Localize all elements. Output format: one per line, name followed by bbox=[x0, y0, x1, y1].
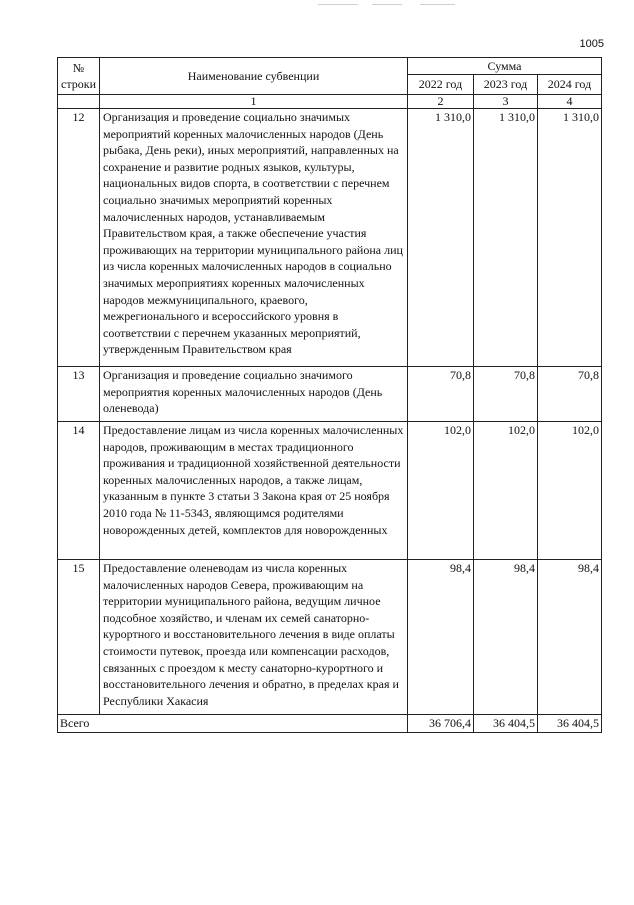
table-row bbox=[58, 109, 602, 367]
row-number: 15 bbox=[58, 560, 100, 715]
value-2023: 1 310,0 bbox=[474, 109, 538, 367]
scan-artifact-line bbox=[372, 4, 402, 5]
table-row bbox=[58, 367, 602, 422]
row-number: 14 bbox=[58, 422, 100, 560]
header-row-top bbox=[58, 58, 602, 75]
subvention-table bbox=[57, 57, 602, 733]
table-row bbox=[58, 560, 602, 715]
column-index: 3 bbox=[474, 95, 538, 109]
total-label: Всего bbox=[58, 715, 408, 733]
subvention-name: Организация и проведение социально значимого мероприятия коренных малочисленных народов (День оленевода) bbox=[100, 367, 408, 422]
column-index-row bbox=[58, 95, 602, 109]
table-row bbox=[58, 422, 602, 560]
total-row bbox=[58, 715, 602, 733]
header-row-number-line1: № bbox=[72, 61, 85, 75]
total-2024: 36 404,5 bbox=[538, 715, 602, 733]
header-year-2024: 2024 год bbox=[538, 75, 602, 95]
column-index: 2 bbox=[408, 95, 474, 109]
total-2022: 36 706,4 bbox=[408, 715, 474, 733]
header-year-2023: 2023 год bbox=[474, 75, 538, 95]
total-2023: 36 404,5 bbox=[474, 715, 538, 733]
value-2022: 70,8 bbox=[408, 367, 474, 422]
header-subvention-name: Наименование субвенции bbox=[100, 58, 408, 95]
column-index-blank bbox=[58, 95, 100, 109]
header-row-number bbox=[58, 58, 100, 95]
header-year-2022: 2022 год bbox=[408, 75, 474, 95]
subvention-name: Организация и проведение социально значимых мероприятий коренных малочисленных народов (День рыбака, День реки), иных мероприятий, направленных на сохранение и развитие родных языков, культуры, национальных видов спорта, в соответствии с перечнем социально значимых мероприятий коренных малочисленных народов, устанавливаемым Правительством края, а также обеспечение участия проживающих на территории муниципального района лиц из числа коренных малочисленных народов в социально значимых мероприятиях коренных малочисленных народов межмуниципального, краевого, межрегионального и всероссийского уровня в соответствии с перечнем указанных мероприятий, утвержденным Правительством края bbox=[100, 109, 408, 367]
row-number: 12 bbox=[58, 109, 100, 367]
row-number: 13 bbox=[58, 367, 100, 422]
header-sum: Сумма bbox=[408, 58, 602, 75]
value-2023: 98,4 bbox=[474, 560, 538, 715]
value-2024: 102,0 bbox=[538, 422, 602, 560]
value-2022: 102,0 bbox=[408, 422, 474, 560]
column-index: 1 bbox=[100, 95, 408, 109]
value-2023: 102,0 bbox=[474, 422, 538, 560]
subvention-name: Предоставление оленеводам из числа коренных малочисленных народов Севера, проживающим на территории муниципального района, ведущим личное подсобное хозяйство, и членам их семей санаторно-курортного и восстановительного лечения в виде оплаты стоимости путевок, проезда или компенсации расходов, связанных с проездом к месту санаторно-курортного и восстановительного лечения и обратно, в пределах края и Республики Хакасия bbox=[100, 560, 408, 715]
value-2022: 1 310,0 bbox=[408, 109, 474, 367]
subvention-name: Предоставление лицам из числа коренных малочисленных народов, проживающим в местах традиционного проживания и традиционной хозяйственной деятельности коренных малочисленных народов, а также лицам, указанным в пункте 3 статьи 3 Закона края от 25 ноября 2010 года № 11-5343, являющимся родителями новорожденных детей, комплектов для новорожденных bbox=[100, 422, 408, 560]
scan-artifact-line bbox=[420, 4, 455, 5]
value-2022: 98,4 bbox=[408, 560, 474, 715]
scan-artifact-line bbox=[318, 4, 358, 5]
value-2023: 70,8 bbox=[474, 367, 538, 422]
value-2024: 1 310,0 bbox=[538, 109, 602, 367]
column-index: 4 bbox=[538, 95, 602, 109]
value-2024: 98,4 bbox=[538, 560, 602, 715]
value-2024: 70,8 bbox=[538, 367, 602, 422]
header-row-number-line2: строки bbox=[61, 77, 96, 91]
page-number: 1005 bbox=[579, 38, 604, 50]
